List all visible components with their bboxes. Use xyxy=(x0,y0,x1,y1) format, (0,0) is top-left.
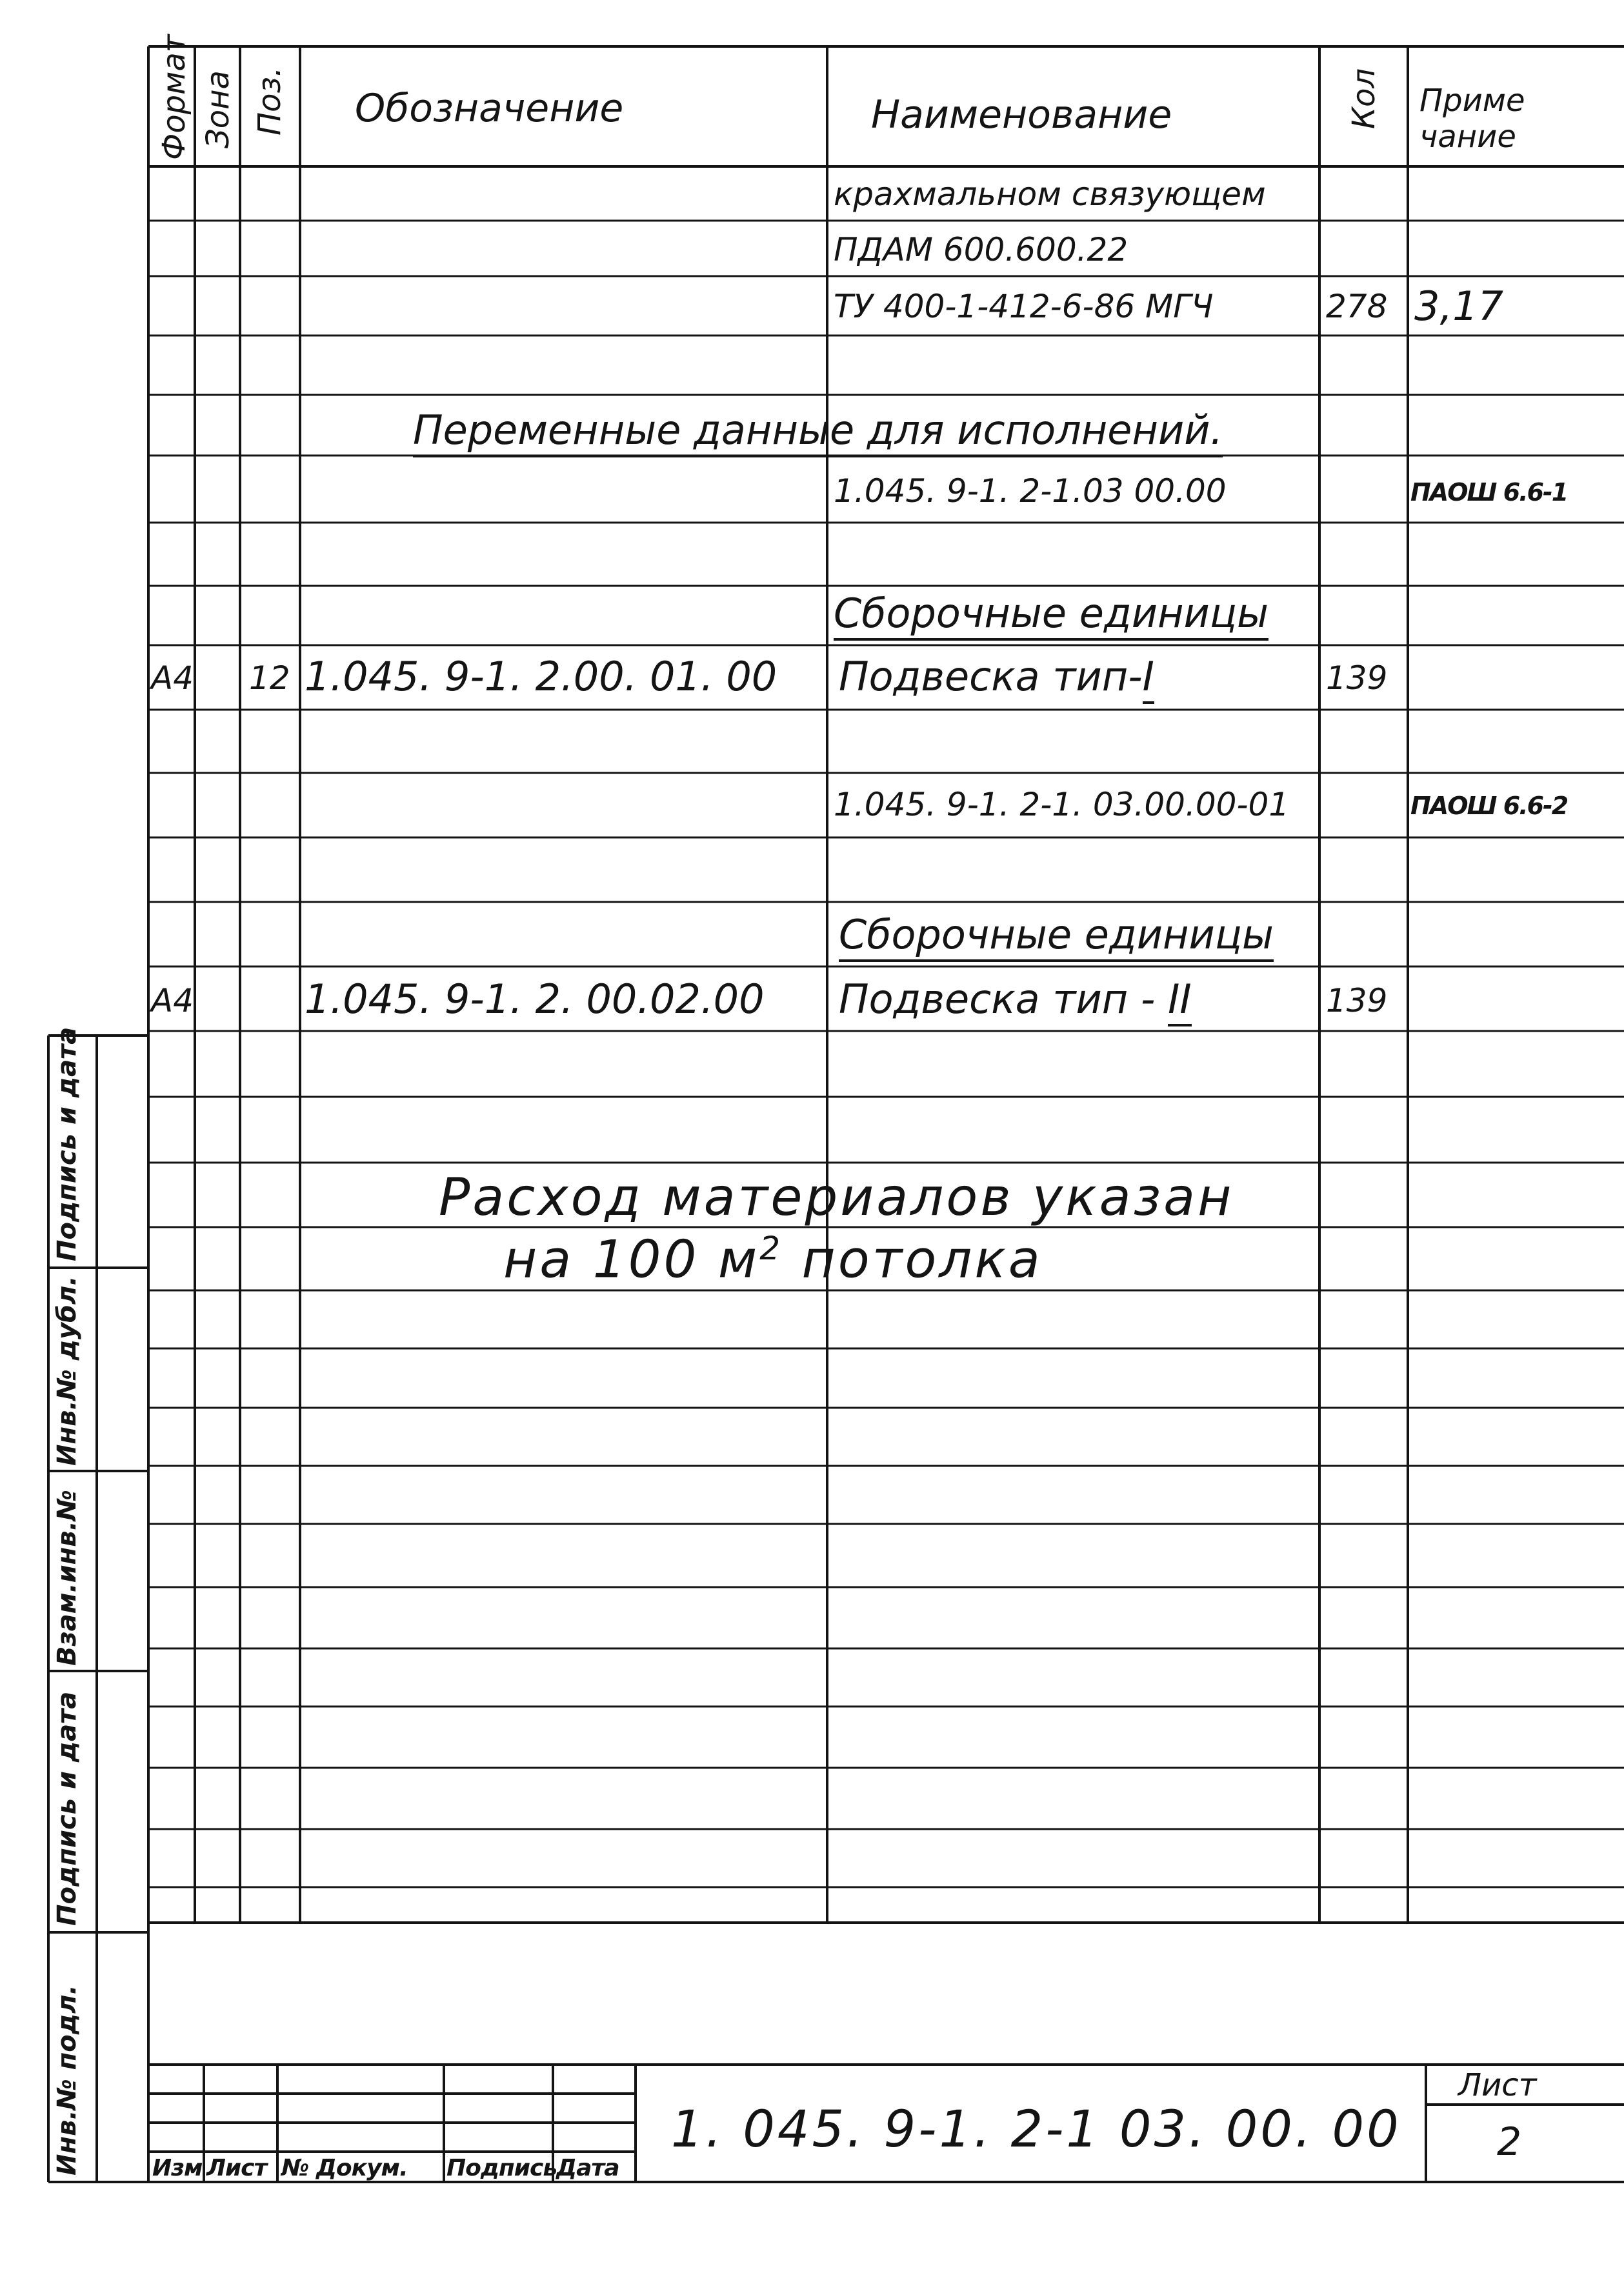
item2-format: А4 xyxy=(151,982,194,1019)
item2-name xyxy=(839,976,1192,1023)
section2-heading xyxy=(839,911,1274,958)
title-izm: Изм xyxy=(152,2155,203,2181)
title-date: Дата xyxy=(556,2155,619,2181)
section1-heading-text: Сборочные единицы xyxy=(834,590,1268,641)
variable-data-heading xyxy=(413,406,1223,454)
item1-name xyxy=(839,653,1154,700)
item1-designation: 1.045. 9-1. 2.00. 01. 00 xyxy=(305,653,777,700)
row-material-note: 3,17 xyxy=(1414,283,1504,330)
title-signature: Подпись xyxy=(446,2155,557,2181)
item1-position: 12 xyxy=(249,659,290,697)
section2-heading-text: Сборочные единицы xyxy=(839,911,1274,962)
remark-line2-a: на 100 м xyxy=(503,1229,760,1290)
header-quantity: Кол xyxy=(1346,68,1382,129)
title-list: Лист xyxy=(206,2155,267,2181)
variant2-designation: 1.045. 9-1. 2-1. 03.00.00-01 xyxy=(834,786,1290,823)
item2-quantity: 139 xyxy=(1326,982,1388,1019)
variant1-designation: 1.045. 9-1. 2-1.03 00.00 xyxy=(834,472,1227,510)
row-material-standard: ТУ 400-1-412-6-86 МГЧ xyxy=(834,288,1214,325)
remark-line2 xyxy=(503,1229,1043,1290)
remark-line1: Расход материалов указан xyxy=(439,1167,1234,1227)
item1-roman: I xyxy=(1143,653,1154,704)
side-signature-date-2: Подпись и дата xyxy=(52,1691,82,1926)
title-sheet-number: 2 xyxy=(1497,2119,1522,2165)
variant1-note: ПАОШ 6.6-1 xyxy=(1410,478,1568,506)
header-position: Поз. xyxy=(252,66,288,135)
variant2-note: ПАОШ 6.6-2 xyxy=(1410,792,1568,820)
item2-name-text: Подвеска тип - xyxy=(839,976,1168,1023)
header-designation: Обозначение xyxy=(355,86,624,131)
header-name: Наименование xyxy=(871,92,1172,137)
side-inv-orig: Инв.№ подл. xyxy=(52,1985,82,2176)
remark-line2-sup: 2 xyxy=(759,1230,783,1267)
title-sheet-label: Лист xyxy=(1458,2067,1537,2103)
item2-designation: 1.045. 9-1. 2. 00.02.00 xyxy=(305,976,765,1023)
side-signature-date-1: Подпись и дата xyxy=(52,1026,82,1261)
header-note-line2: чание xyxy=(1419,119,1516,155)
side-inv-dupl: Инв.№ дубл. xyxy=(52,1276,82,1466)
header-zone: Зона xyxy=(200,70,236,148)
side-replace-inv: Взам.инв.№ xyxy=(52,1490,82,1666)
item1-name-text: Подвеска тип- xyxy=(839,653,1143,700)
section1-heading xyxy=(834,590,1269,637)
title-doc-no: № Докум. xyxy=(281,2155,408,2181)
row-material-name: крахмальном связующем xyxy=(834,175,1266,213)
item1-format: А4 xyxy=(151,659,194,697)
remark-line2-b: потолка xyxy=(783,1229,1043,1290)
item2-roman: II xyxy=(1168,976,1192,1026)
row-material-quantity: 278 xyxy=(1326,288,1388,325)
title-document-number: 1. 045. 9-1. 2-1 03. 00. 00 xyxy=(671,2101,1401,2159)
header-note-line1: Приме xyxy=(1419,83,1525,119)
header-format: Формат xyxy=(156,34,192,160)
item1-quantity: 139 xyxy=(1326,659,1388,697)
variable-data-heading-text: Переменные данные для исполнений. xyxy=(413,406,1223,457)
row-material-grade: ПДАМ 600.600.22 xyxy=(834,231,1128,268)
